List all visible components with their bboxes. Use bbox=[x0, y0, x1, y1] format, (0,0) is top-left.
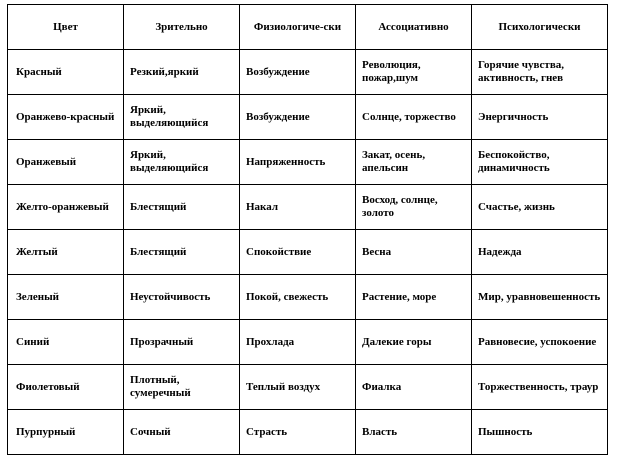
color-perception-table bbox=[7, 4, 608, 455]
cell-psychological: Горячие чувства, активность, гнев bbox=[472, 50, 608, 95]
cell-color: Желто-оранжевый bbox=[8, 185, 124, 230]
cell-psychological: Энергичность bbox=[472, 95, 608, 140]
header-associative: Ассоциативно bbox=[356, 5, 472, 50]
header-psychological: Психологически bbox=[472, 5, 608, 50]
table-row bbox=[8, 410, 608, 455]
table-row bbox=[8, 95, 608, 140]
cell-visual: Прозрачный bbox=[124, 320, 240, 365]
cell-color: Зеленый bbox=[8, 275, 124, 320]
cell-physiological: Покой, свежесть bbox=[240, 275, 356, 320]
cell-color: Синий bbox=[8, 320, 124, 365]
cell-visual: Яркий, выделяющийся bbox=[124, 140, 240, 185]
cell-physiological: Теплый воздух bbox=[240, 365, 356, 410]
cell-visual: Сочный bbox=[124, 410, 240, 455]
cell-psychological: Беспокойство, динамичность bbox=[472, 140, 608, 185]
cell-color: Красный bbox=[8, 50, 124, 95]
cell-associative: Растение, море bbox=[356, 275, 472, 320]
cell-visual: Блестящий bbox=[124, 185, 240, 230]
cell-color: Пурпурный bbox=[8, 410, 124, 455]
cell-associative: Фиалка bbox=[356, 365, 472, 410]
cell-associative: Закат, осень, апельсин bbox=[356, 140, 472, 185]
cell-color: Оранжевый bbox=[8, 140, 124, 185]
cell-visual: Блестящий bbox=[124, 230, 240, 275]
header-color: Цвет bbox=[8, 5, 124, 50]
table-row bbox=[8, 365, 608, 410]
cell-physiological: Спокойствие bbox=[240, 230, 356, 275]
table-row bbox=[8, 140, 608, 185]
cell-physiological: Возбуждение bbox=[240, 50, 356, 95]
cell-physiological: Прохлада bbox=[240, 320, 356, 365]
cell-psychological: Равновесие, успокоение bbox=[472, 320, 608, 365]
table-row bbox=[8, 185, 608, 230]
cell-visual: Резкий,яркий bbox=[124, 50, 240, 95]
cell-psychological: Надежда bbox=[472, 230, 608, 275]
cell-visual: Яркий, выделяющийся bbox=[124, 95, 240, 140]
cell-physiological: Страсть bbox=[240, 410, 356, 455]
cell-color: Оранжево-красный bbox=[8, 95, 124, 140]
cell-associative: Весна bbox=[356, 230, 472, 275]
cell-associative: Революция, пожар,шум bbox=[356, 50, 472, 95]
cell-psychological: Мир, уравновешенность bbox=[472, 275, 608, 320]
cell-color: Фиолетовый bbox=[8, 365, 124, 410]
table-row bbox=[8, 50, 608, 95]
header-visual: Зрительно bbox=[124, 5, 240, 50]
cell-visual: Плотный, сумеречный bbox=[124, 365, 240, 410]
cell-associative: Восход, солнце, золото bbox=[356, 185, 472, 230]
cell-physiological: Возбуждение bbox=[240, 95, 356, 140]
cell-psychological: Пышность bbox=[472, 410, 608, 455]
cell-psychological: Счастье, жизнь bbox=[472, 185, 608, 230]
header-row bbox=[8, 5, 608, 50]
cell-associative: Власть bbox=[356, 410, 472, 455]
cell-visual: Неустойчивость bbox=[124, 275, 240, 320]
cell-associative: Далекие горы bbox=[356, 320, 472, 365]
cell-color: Желтый bbox=[8, 230, 124, 275]
cell-associative: Солнце, торжество bbox=[356, 95, 472, 140]
cell-psychological: Торжественность, траур bbox=[472, 365, 608, 410]
header-physiological: Физиологиче-ски bbox=[240, 5, 356, 50]
table-row bbox=[8, 320, 608, 365]
table-row bbox=[8, 230, 608, 275]
cell-physiological: Накал bbox=[240, 185, 356, 230]
table-row bbox=[8, 275, 608, 320]
cell-physiological: Напряженность bbox=[240, 140, 356, 185]
